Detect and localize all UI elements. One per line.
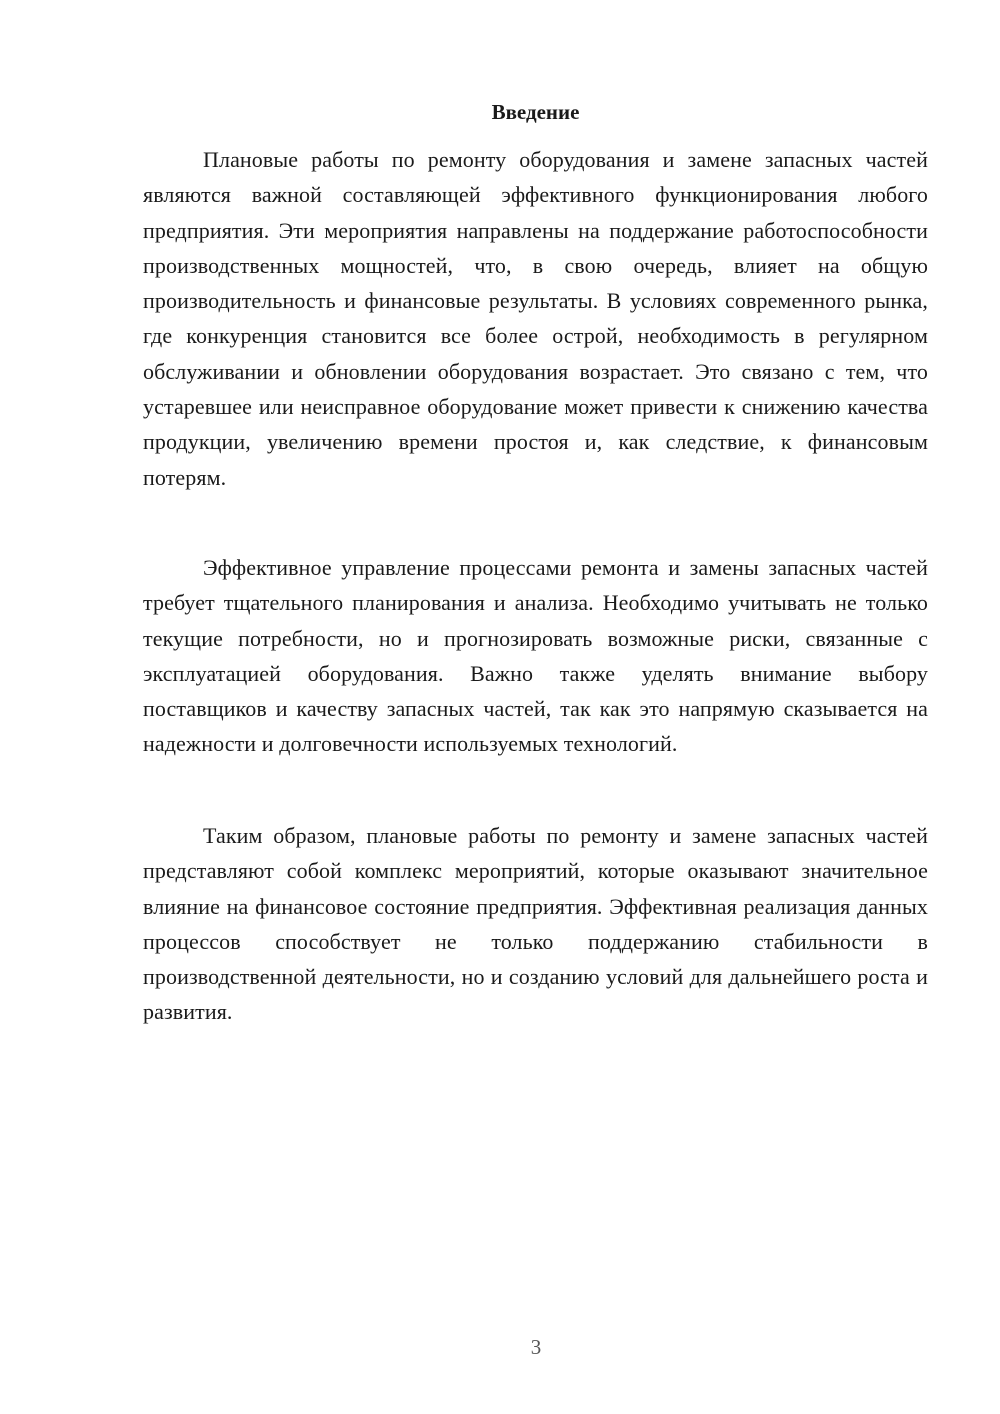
page-number: 3 — [530, 1335, 542, 1359]
paragraph-conclusion: Таким образом, плановые работы по ремонту и замене запасных частей представляют собой комплекс мероприятий, которые оказывают значительное влияние на финансовое состояние предприятия. Эффективная реализация данных процессов способствует не только поддержанию стабильности в производственной деятельности, но и созданию условий для дальнейшего роста и развития. — [143, 823, 928, 1025]
page-title: Введение — [491, 100, 580, 124]
paragraph-management: Эффективное управление процессами ремонта и замены запасных частей требует тщательного планирования и анализа. Необходимо учитывать не только текущие потребности, но и прогнозировать возможные риски, связанные с эксплуатацией оборудования. Важно также уделять внимание выбору поставщиков и качеству запасных частей, так как это напрямую сказывается на надежности и долговечности используемых технологий. — [143, 555, 928, 757]
paragraph-intro: Плановые работы по ремонту оборудования и замене запасных частей являются важной составляющей эффективного функционирования любого предприятия. Эти мероприятия направлены на поддержание работоспособности производственных мощностей, что, в свою очередь, влияет на общую производительность и финансовые результаты. В условиях современного рынка, где конкуренция становится все более острой, необходимость в регулярном обслуживании и обновлении оборудования возрастает. Это связано с тем, что устаревшее или неисправное оборудование может привести к снижению качества продукции, увеличению времени простоя и, как следствие, к финансовым потерям. — [143, 147, 928, 490]
